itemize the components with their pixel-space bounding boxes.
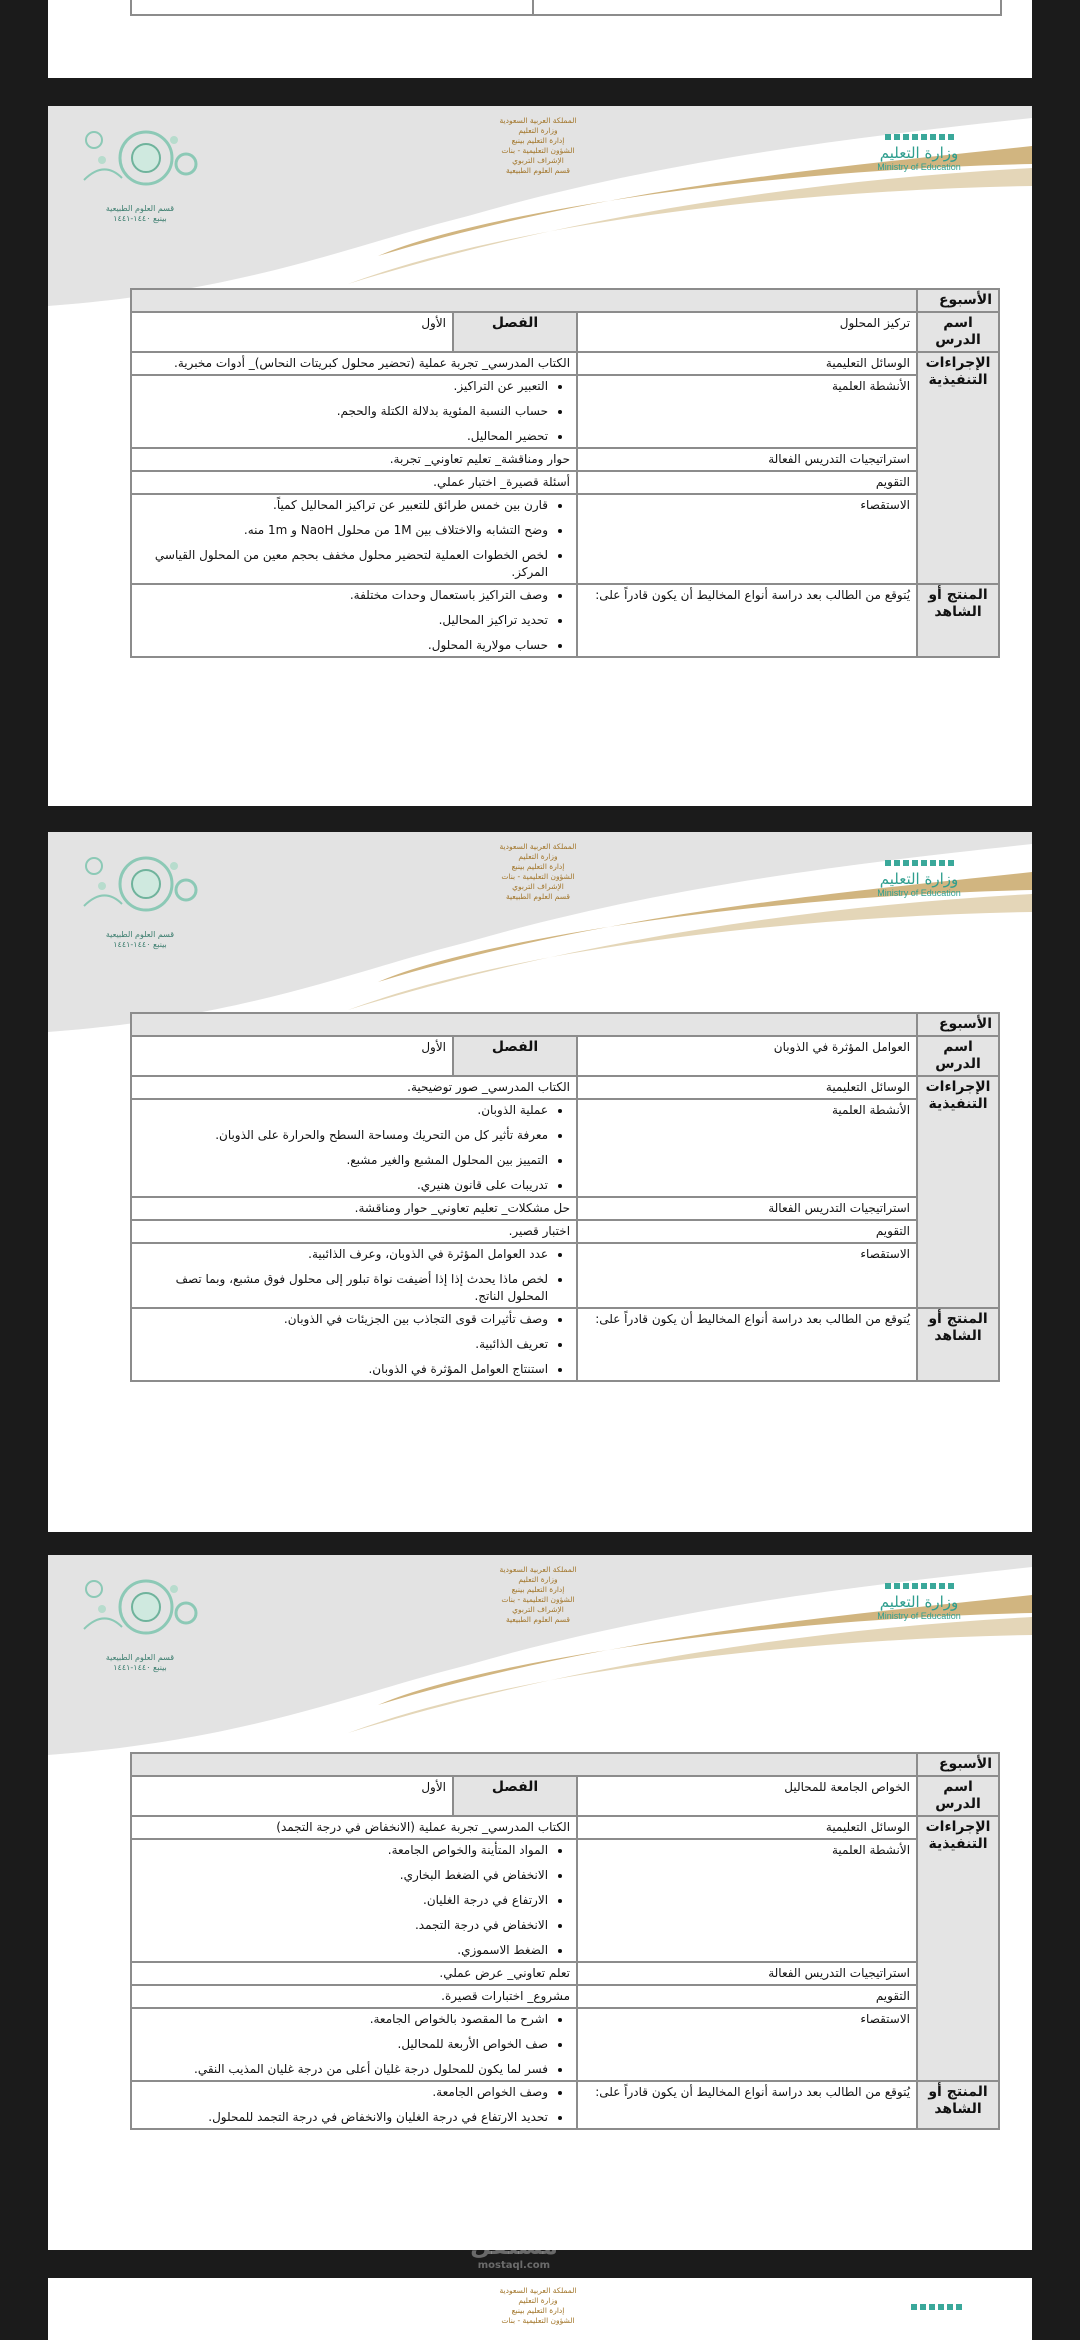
ministry-name-en: Ministry of Education xyxy=(877,888,961,898)
week-value xyxy=(131,289,917,312)
list-item: • وصف تأثيرات قوى التجاذب بين الجزيئات في الذوبان. xyxy=(138,1311,548,1328)
strategies-value: حل مشكلات_ تعليم تعاوني_ حوار ومناقشة. xyxy=(131,1197,577,1220)
week-value xyxy=(131,1753,917,1776)
page-fragment-bottom xyxy=(48,2278,1032,2340)
chapter-value: الأول xyxy=(131,1776,453,1816)
investigation-label: الاستقصاء xyxy=(577,2008,917,2081)
procedures-label: الإجراءات التنفيذية xyxy=(917,352,999,584)
strategies-label: استراتيجيات التدريس الفعالة xyxy=(577,1962,917,1985)
lesson-page xyxy=(48,832,1032,1532)
expected-outcome-text: يُتوقع من الطالب بعد دراسة أنواع المخاليط أن يكون قادراً على: xyxy=(577,2081,917,2129)
department-logo: قسم العلوم الطبيعية بينبع ١٤٤٠-١٤٤١ xyxy=(74,1569,204,1679)
kingdom-header-text: المملكة العربية السعودية وزارة التعليم إدارة التعليم بينبع الشؤون التعليمية - بنات الإشراف التربوي قسم العلوم الطبيعية xyxy=(499,1565,577,1624)
activities-list xyxy=(131,1839,577,1962)
strategies-value: حوار ومناقشة_ تعليم تعاوني_ تجربة. xyxy=(131,448,577,471)
aids-label: الوسائل التعليمية xyxy=(577,352,917,375)
list-item: • الضغط الاسموزي. xyxy=(138,1942,548,1959)
lesson-plan-table xyxy=(130,1752,1000,2130)
ministry-bars-icon xyxy=(864,134,974,140)
activities-list xyxy=(131,1099,577,1197)
list-item: • تحضير المحاليل. xyxy=(138,428,548,445)
list-item: • وصف التراكيز باستعمال وحدات مختلفة. xyxy=(138,587,548,604)
evaluation-value: اختبار قصير. xyxy=(131,1220,577,1243)
list-item: • فسر لما يكون للمحلول درجة غليان أعلى من درجة غليان المذيب النقي. xyxy=(138,2061,548,2078)
week-label: الأسبوع xyxy=(917,289,999,312)
list-item: • الانخفاض في الضغط البخاري. xyxy=(138,1867,548,1884)
ministry-name-ar: وزارة التعليم xyxy=(879,144,959,162)
list-item: • حساب مولارية المحلول. xyxy=(138,637,548,654)
list-item: • وضح التشابه والاختلاف بين 1M من محلول NaoH و 1m منه. xyxy=(138,522,548,539)
list-item: • الانخفاض في درجة التجمد. xyxy=(138,1917,548,1934)
investigation-list xyxy=(131,494,577,584)
lesson-plan-table xyxy=(130,288,1000,658)
ministry-logo xyxy=(864,860,974,898)
lesson-name: تركيز المحلول xyxy=(577,312,917,352)
list-item: • وصف الخواص الجامعة. xyxy=(138,2084,548,2101)
list-item: • صف الخواص الأربعة للمحاليل. xyxy=(138,2036,548,2053)
lesson-name-label: اسم الدرس xyxy=(917,312,999,352)
week-value xyxy=(131,1013,917,1036)
watermark: مستقل mostaql.com xyxy=(470,2232,558,2271)
list-item: • تدريبات على قانون هنيري. xyxy=(138,1177,548,1194)
week-label: الأسبوع xyxy=(917,1013,999,1036)
bottom-ministry-bars xyxy=(911,2304,962,2310)
list-item: • المواد المتأينة والخواص الجامعة. xyxy=(138,1842,548,1859)
list-item: • لخص ماذا يحدث إذا إذا أضيفت نواة تبلور إلى محلول فوق مشبع، وبما تصف المحلول الناتج. xyxy=(138,1271,548,1305)
ministry-name-ar: وزارة التعليم xyxy=(879,1593,959,1611)
ministry-bars-icon xyxy=(864,1583,974,1589)
activities-label: الأنشطة العلمية xyxy=(577,375,917,448)
evaluation-label: التقويم xyxy=(577,1985,917,2008)
activities-label: الأنشطة العلمية xyxy=(577,1099,917,1197)
aids-label: الوسائل التعليمية xyxy=(577,1076,917,1099)
list-item: • حساب النسبة المئوية بدلالة الكتلة والحجم. xyxy=(138,403,548,420)
list-item: • تحديد الارتفاع في درجة الغليان والانخفاض في درجة التجمد للمحلول. xyxy=(138,2109,548,2126)
aids-value: الكتاب المدرسي_ تجربة عملية (تحضير محلول كبريتات النحاس)_ أدوات مخبرية. xyxy=(131,352,577,375)
product-label: المنتج أو الشاهد xyxy=(917,1308,999,1381)
investigation-label: الاستقصاء xyxy=(577,494,917,584)
product-list xyxy=(131,2081,577,2129)
product-list xyxy=(131,1308,577,1381)
product-list xyxy=(131,584,577,657)
list-item: • اشرح ما المقصود بالخواص الجامعة. xyxy=(138,2011,548,2028)
kingdom-header-text: المملكة العربية السعودية وزارة التعليم إدارة التعليم بينبع الشؤون التعليمية - بنات الإشراف التربوي قسم العلوم الطبيعية xyxy=(499,116,577,175)
investigation-label: الاستقصاء xyxy=(577,1243,917,1308)
ministry-bars-icon xyxy=(864,860,974,866)
lesson-name-label: اسم الدرس xyxy=(917,1036,999,1076)
expected-outcome-text: يُتوقع من الطالب بعد دراسة أنواع المخاليط أن يكون قادراً على: xyxy=(577,1308,917,1381)
activities-list xyxy=(131,375,577,448)
procedures-label: الإجراءات التنفيذية xyxy=(917,1816,999,2081)
evaluation-value: مشروع_ اختبارات قصيرة. xyxy=(131,1985,577,2008)
list-item: • استنتاج العوامل المؤثرة في الذوبان. xyxy=(138,1361,548,1378)
ministry-name-en: Ministry of Education xyxy=(877,1611,961,1621)
lesson-name: الخواص الجامعة للمحاليل xyxy=(577,1776,917,1816)
list-item: • التعبير عن التراكيز. xyxy=(138,378,548,395)
table-fragment xyxy=(130,0,1002,16)
product-label: المنتج أو الشاهد xyxy=(917,2081,999,2129)
chapter-value: الأول xyxy=(131,312,453,352)
activities-label: الأنشطة العلمية xyxy=(577,1839,917,1962)
evaluation-label: التقويم xyxy=(577,1220,917,1243)
evaluation-label: التقويم xyxy=(577,471,917,494)
ministry-name-en: Ministry of Education xyxy=(877,162,961,172)
week-label: الأسبوع xyxy=(917,1753,999,1776)
flask-seal-icon xyxy=(74,120,204,204)
aids-value: الكتاب المدرسي_ صور توضيحية. xyxy=(131,1076,577,1099)
flask-seal-icon xyxy=(74,1569,204,1653)
list-item: • عدد العوامل المؤثرة في الذوبان، وعرف الذائبية. xyxy=(138,1246,548,1263)
lesson-page xyxy=(48,1555,1032,2250)
list-item: • الارتفاع في درجة الغليان. xyxy=(138,1892,548,1909)
procedures-label: الإجراءات التنفيذية xyxy=(917,1076,999,1308)
ministry-logo xyxy=(864,134,974,172)
list-item: • معرفة تأثير كل من التحريك ومساحة السطح والحرارة على الذوبان. xyxy=(138,1127,548,1144)
ministry-name-ar: وزارة التعليم xyxy=(879,870,959,888)
list-item: • تعريف الذائبية. xyxy=(138,1336,548,1353)
lesson-name-label: اسم الدرس xyxy=(917,1776,999,1816)
chapter-label: الفصل xyxy=(453,312,577,352)
expected-outcome-text: يُتوقع من الطالب بعد دراسة أنواع المخاليط أن يكون قادراً على: xyxy=(577,584,917,657)
aids-label: الوسائل التعليمية xyxy=(577,1816,917,1839)
department-logo: قسم العلوم الطبيعية بينبع ١٤٤٠-١٤٤١ xyxy=(74,846,204,956)
evaluation-value: أسئلة قصيرة_ اختبار عملي. xyxy=(131,471,577,494)
aids-value: الكتاب المدرسي_ تجربة عملية (الانخفاض في درجة التجمد) xyxy=(131,1816,577,1839)
investigation-list xyxy=(131,1243,577,1308)
chapter-value: الأول xyxy=(131,1036,453,1076)
flask-seal-icon xyxy=(74,846,204,930)
kingdom-header-text: المملكة العربية السعودية وزارة التعليم إدارة التعليم بينبع الشؤون التعليمية - بنات الإشراف التربوي قسم العلوم الطبيعية xyxy=(499,842,577,901)
chapter-label: الفصل xyxy=(453,1036,577,1076)
investigation-list xyxy=(131,2008,577,2081)
product-label: المنتج أو الشاهد xyxy=(917,584,999,657)
list-item: • تحديد تراكيز المحاليل. xyxy=(138,612,548,629)
lesson-plan-table xyxy=(130,1012,1000,1382)
strategies-label: استراتيجيات التدريس الفعالة xyxy=(577,448,917,471)
ministry-logo xyxy=(864,1583,974,1621)
strategies-label: استراتيجيات التدريس الفعالة xyxy=(577,1197,917,1220)
list-item: • قارن بين خمس طرائق للتعبير عن تراكيز المحاليل كمياً. xyxy=(138,497,548,514)
department-logo: قسم العلوم الطبيعية بينبع ١٤٤٠-١٤٤١ xyxy=(74,120,204,230)
page-fragment-top xyxy=(48,0,1032,78)
lesson-page xyxy=(48,106,1032,806)
list-item: • عملية الذوبان. xyxy=(138,1102,548,1119)
bottom-header-stub: المملكة العربية السعودية وزارة التعليم إدارة التعليم بينبع الشؤون التعليمية - بنات xyxy=(499,2286,577,2325)
strategies-value: تعلم تعاوني_ عرض عملي. xyxy=(131,1962,577,1985)
list-item: • لخص الخطوات العملية لتحضير محلول مخفف بحجم معين من المحلول القياسي المركز. xyxy=(138,547,548,581)
chapter-label: الفصل xyxy=(453,1776,577,1816)
list-item: • التمييز بين المحلول المشبع والغير مشبع. xyxy=(138,1152,548,1169)
lesson-name: العوامل المؤثرة في الذوبان xyxy=(577,1036,917,1076)
